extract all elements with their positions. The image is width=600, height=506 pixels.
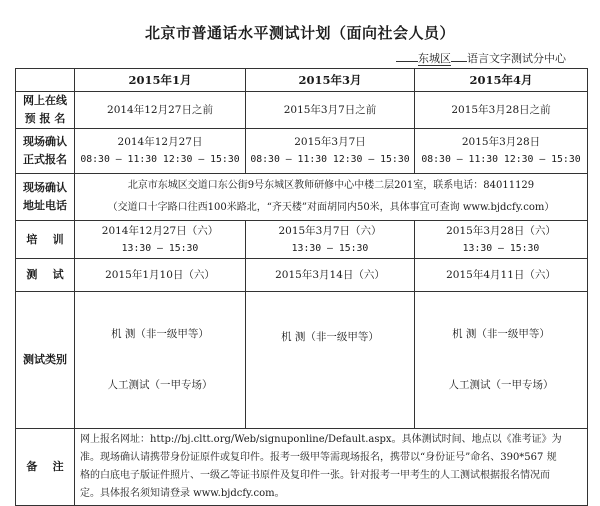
address-phone-cell: 北京市东城区交道口东公街9号东城区教师研修中心中楼二层201室，联系电话：84011129 （交道口十字路口往西100米路北，“齐天楼”对面胡同内50米，具体事宜可查询 www.bjdcfy.com） [75, 174, 588, 221]
table-row [16, 92, 588, 129]
schedule-table [15, 68, 588, 506]
table-row [16, 174, 588, 221]
row-header: 测试类别 [16, 292, 75, 429]
table-cell: 2014年12月27日（六） 13:30 — 15:30 [75, 221, 246, 259]
table-row [16, 429, 588, 506]
row-header: 现场确认 正式报名 [16, 129, 75, 174]
table-row [16, 221, 588, 259]
row-header: 网上在线 预 报 名 [16, 92, 75, 129]
row-header: 现场确认 地址电话 [16, 174, 75, 221]
row-header: 测 试 [16, 259, 75, 292]
table-cell: 2014年12月27日之前 [75, 92, 246, 129]
row-header: 培 训 [16, 221, 75, 259]
table-cell: 2015年4月11日（六） [415, 259, 588, 292]
corner-cell [16, 69, 75, 92]
table-cell: 2015年1月10日（六） [75, 259, 246, 292]
underline-blank [451, 61, 467, 62]
table-cell: 2015年3月28日之前 [415, 92, 588, 129]
column-header: 2015年3月 [246, 69, 415, 92]
table-row [16, 129, 588, 174]
column-header: 2015年1月 [75, 69, 246, 92]
table-row [16, 259, 588, 292]
district-name: 东城区 [418, 52, 451, 65]
column-header: 2015年4月 [415, 69, 588, 92]
table-cell: 2015年3月7日 08:30 — 11:30 12:30 — 15:30 [246, 129, 415, 174]
table-cell: 机 测（非一级甲等） 人工测试（一甲专场） [415, 292, 588, 429]
table-cell: 2015年3月28日 08:30 — 11:30 12:30 — 15:30 [415, 129, 588, 174]
notes-cell: 网上报名网址：http://bj.cltt.org/Web/signuponline/Default.aspx。具体测试时间、地点以《准考证》为 准。现场确认请携带身份证原件或复印件。报考一级甲等需现场报名，携带以“身份证号”命名、390*567 规 格的白底电子版证件照片、一级乙等证书原件及复印件一张。针对报考一甲考生的人工测试根据报名情况而 定。具体报名须知请登录 www.bjdcfy.com。 [75, 429, 588, 506]
document-title: 北京市普通话水平测试计划（面向社会人员） [144, 24, 455, 42]
table-cell: 2014年12月27日 08:30 — 11:30 12:30 — 15:30 [75, 129, 246, 174]
table-row [16, 292, 588, 429]
table-cell: 机 测（非一级甲等） 人工测试（一甲专场） [75, 292, 246, 429]
document-subtitle [396, 50, 566, 66]
table-cell: 2015年3月7日（六） 13:30 — 15:30 [246, 221, 415, 259]
table-cell: 2015年3月28日（六） 13:30 — 15:30 [415, 221, 588, 259]
table-cell: 2015年3月14日（六） [246, 259, 415, 292]
underline-blank [396, 61, 418, 62]
row-header: 备 注 [16, 429, 75, 506]
table-cell: 2015年3月7日之前 [246, 92, 415, 129]
table-cell: 机 测（非一级甲等） [246, 292, 415, 429]
table-header-row [16, 69, 588, 92]
test-center-name: 语言文字测试分中心 [467, 52, 566, 65]
